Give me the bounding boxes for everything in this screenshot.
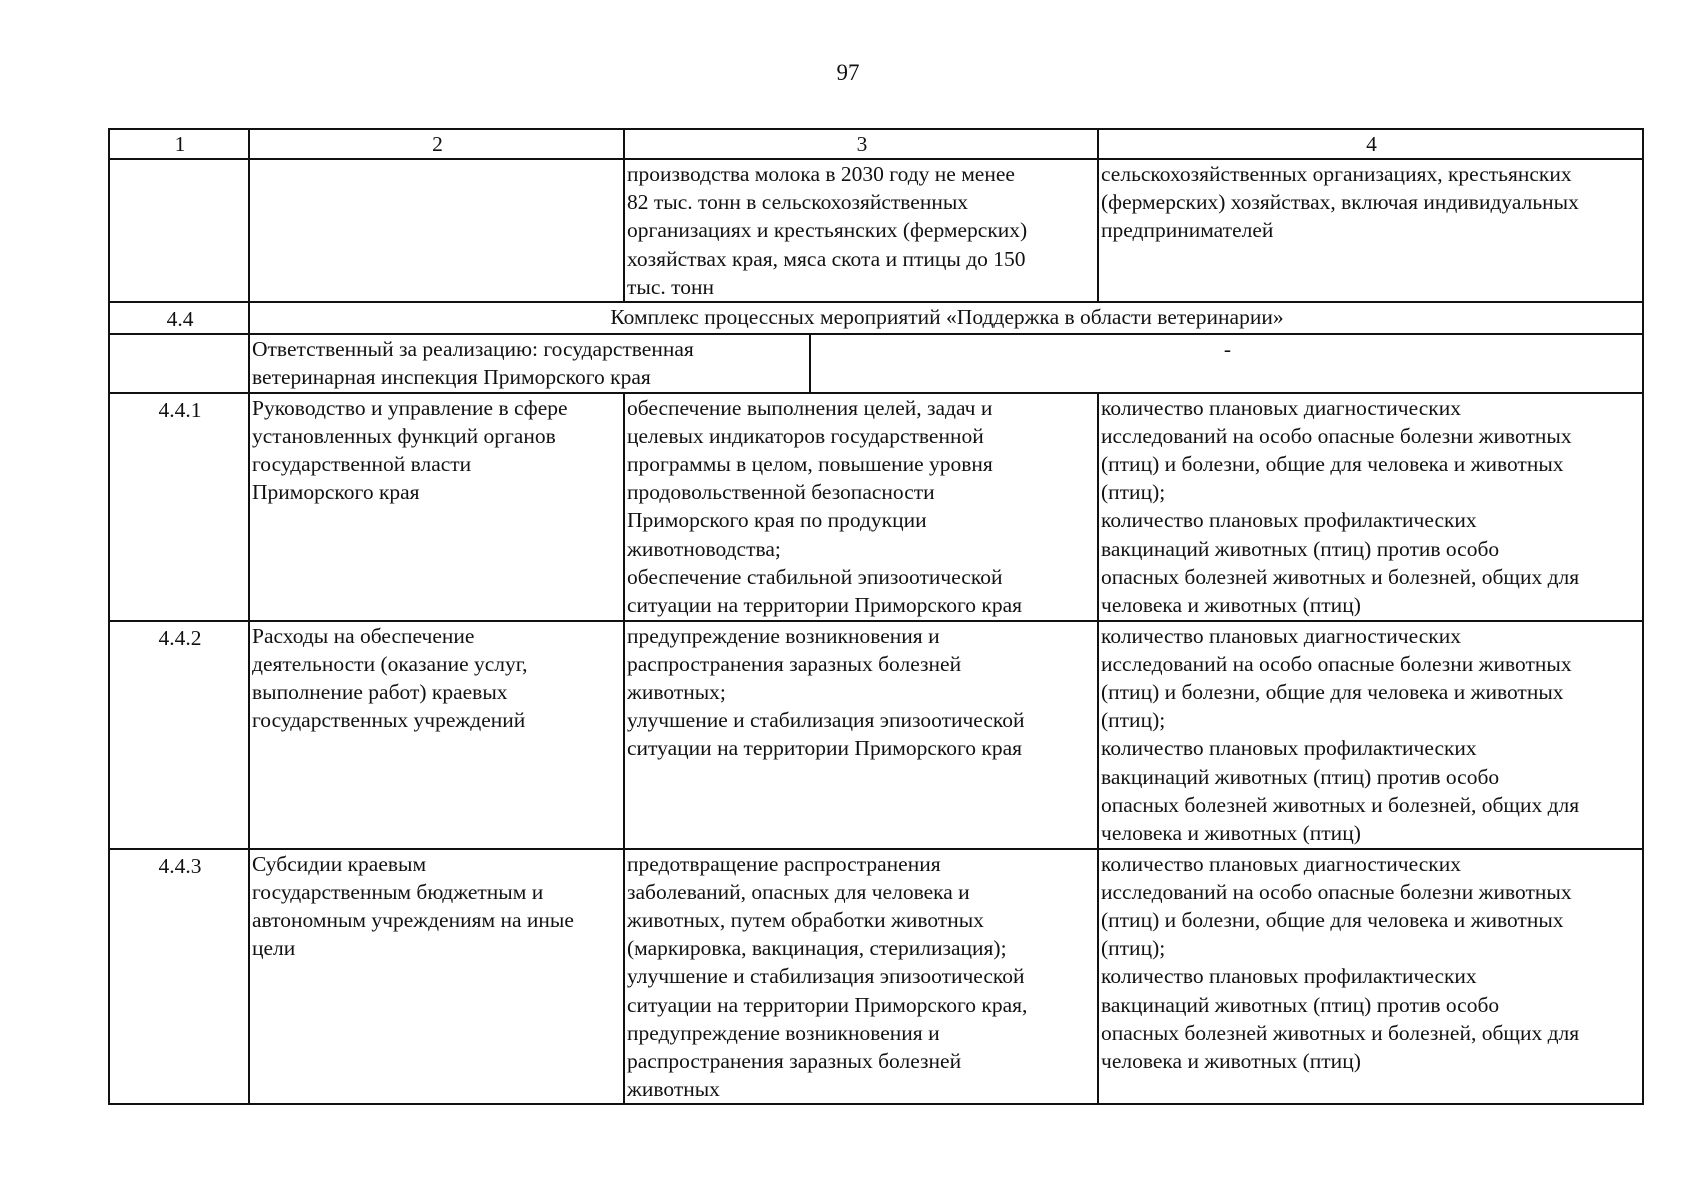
table-row	[109, 849, 1643, 1105]
row-result: обеспечение выполнения целей, задач и целевых индикаторов государственной программы в целом, повышение уровня продовольственной безопасности Приморского края по продукции животноводства; обеспечение стабильной эпизоотической ситуации на территории Приморского края	[624, 393, 1098, 621]
continuation-result: производства молока в 2030 году не менее 82 тыс. тонн в сельскохозяйственных организациях и крестьянских (фермерских) хозяйствах края, мяса скота и птицы до 150 тыс. тонн	[624, 159, 1098, 302]
table-row	[109, 393, 1643, 621]
responsible-value: -	[810, 334, 1643, 392]
section-number: 4.4	[109, 302, 249, 334]
section-row	[109, 302, 1643, 334]
continuation-name	[249, 159, 624, 302]
row-number: 4.4.3	[109, 849, 249, 1105]
row-indicators: количество плановых диагностических исследований на особо опасные болезни животных (птиц) и болезни, общие для человека и животных (птиц); количество плановых профилактических вакцинаций животных (птиц) против особо опасных болезней животных и болезней, общих для человека и животных (птиц)	[1098, 393, 1643, 621]
continuation-indicators: сельскохозяйственных организациях, крестьянских (фермерских) хозяйствах, включая индивидуальных предпринимателей	[1098, 159, 1643, 302]
responsible-label: Ответственный за реализацию: государственная ветеринарная инспекция Приморского края	[249, 334, 810, 392]
page-number: 97	[836, 60, 860, 85]
header-col-3: 3	[624, 129, 1098, 159]
row-result: предупреждение возникновения и распространения заразных болезней животных; улучшение и стабилизация эпизоотической ситуации на территории Приморского края	[624, 621, 1098, 849]
row-indicators: количество плановых диагностических исследований на особо опасные болезни животных (птиц) и болезни, общие для человека и животных (птиц); количество плановых профилактических вакцинаций животных (птиц) против особо опасных болезней животных и болезней, общих для человека и животных (птиц)	[1098, 849, 1643, 1105]
header-col-2: 2	[249, 129, 624, 159]
row-result: предотвращение распространения заболеваний, опасных для человека и животных, путем обработки животных (маркировка, вакцинация, стерилизация); улучшение и стабилизация эпизоотической ситуации на территории Приморского края, предупреждение возникновения и распространения заразных болезней животных	[624, 849, 1098, 1105]
header-col-1: 1	[109, 129, 249, 159]
section-title: Комплекс процессных мероприятий «Поддержка в области ветеринарии»	[249, 302, 1643, 334]
row-number: 4.4.1	[109, 393, 249, 621]
row-name: Субсидии краевым государственным бюджетным и автономным учреждениям на иные цели	[249, 849, 624, 1105]
program-table	[108, 128, 1644, 1105]
row-name: Расходы на обеспечение деятельности (оказание услуг, выполнение работ) краевых государственных учреждений	[249, 621, 624, 849]
responsible-num	[109, 334, 249, 392]
row-number: 4.4.2	[109, 621, 249, 849]
row-name: Руководство и управление в сфере установленных функций органов государственной власти Приморского края	[249, 393, 624, 621]
continuation-num	[109, 159, 249, 302]
header-row	[109, 129, 1643, 159]
header-col-4: 4	[1098, 129, 1643, 159]
table-row	[109, 621, 1643, 849]
continuation-row	[109, 159, 1643, 302]
responsible-row	[109, 334, 1643, 392]
row-indicators: количество плановых диагностических исследований на особо опасные болезни животных (птиц) и болезни, общие для человека и животных (птиц); количество плановых профилактических вакцинаций животных (птиц) против особо опасных болезней животных и болезней, общих для человека и животных (птиц)	[1098, 621, 1643, 849]
